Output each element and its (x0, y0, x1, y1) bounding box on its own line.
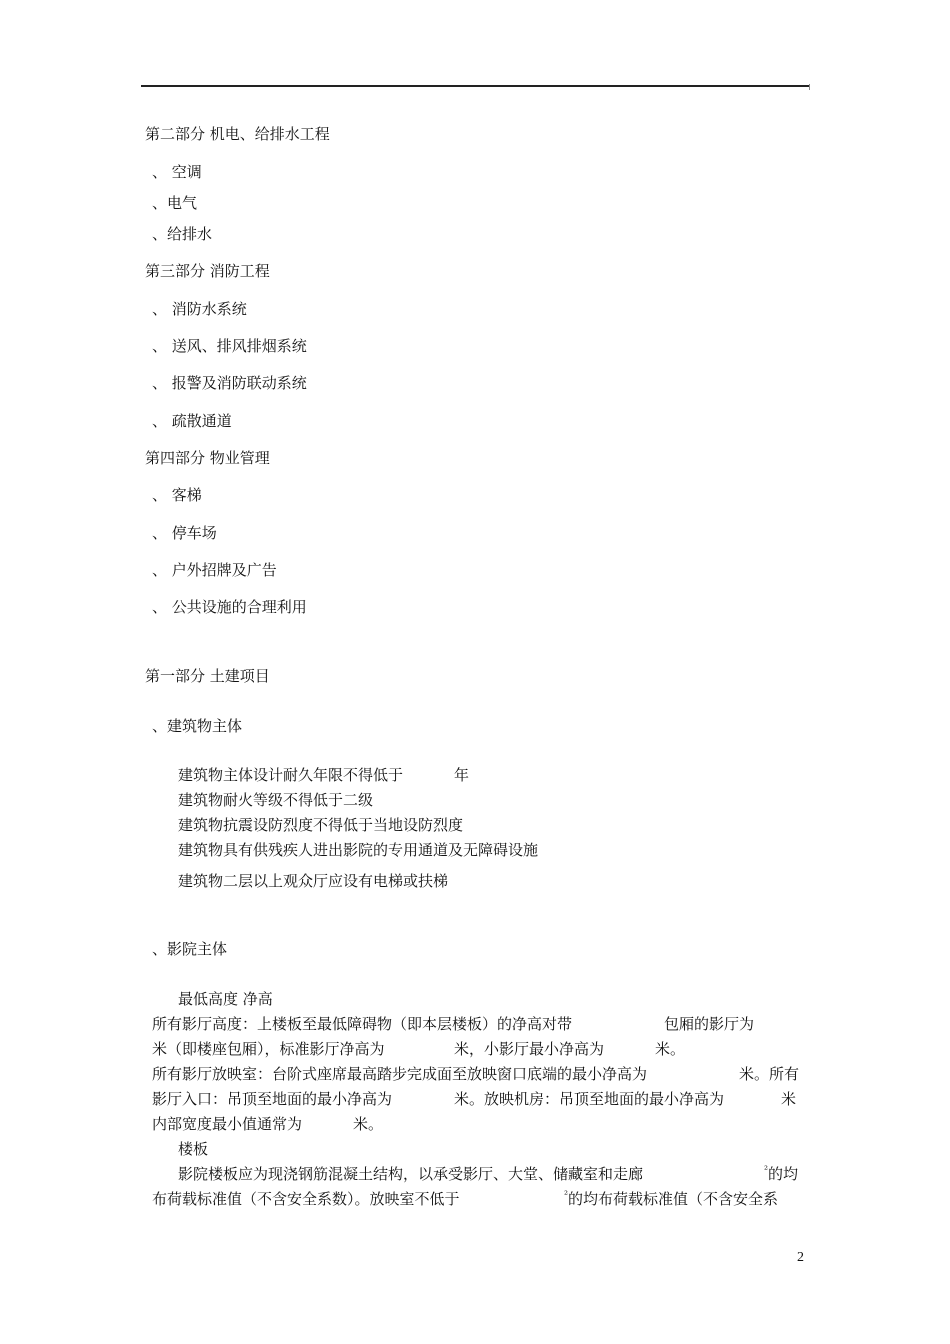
building-durability: 建筑物主体设计耐久年限不得低于 (178, 766, 404, 784)
entrance-height-text-c: 米 (781, 1090, 797, 1108)
part4-item-facilities: 、 公共设施的合理利用 (152, 598, 307, 616)
building-durability-unit: 年 (454, 766, 470, 784)
part1-sub2-title: 、影院主体 (152, 940, 228, 958)
hall-height-text-d: 米，小影厅最小净高为 (454, 1040, 605, 1058)
floor-load-text-e (564, 1190, 778, 1211)
hall-height-text-c: 米（即楼座包厢），标准影厅净高为 (152, 1040, 385, 1058)
part4-item-elevator: 、 客梯 (152, 486, 202, 504)
part3-item-fire-water: 、 消防水系统 (152, 300, 247, 318)
floor-load-text-a: 影院楼板应为现浇钢筋混凝土结构，以承受影厅、大堂、储藏室和走廊 (178, 1165, 644, 1183)
part4-heading: 第四部分 物业管理 (145, 449, 270, 467)
part2-heading: 第二部分 机电、给排水工程 (145, 125, 330, 143)
part3-item-alarm: 、 报警及消防联动系统 (152, 374, 307, 392)
page-number: 2 (797, 1250, 804, 1265)
part3-item-evacuation: 、 疏散通道 (152, 412, 232, 430)
floor-load-text-d: 布荷载标准值（不含安全系数）。放映室不低于 (152, 1190, 460, 1208)
booth-width-text-a: 内部宽度最小值通常为 (152, 1115, 303, 1133)
hall-height-text-b: 包厢的影厅为 (664, 1015, 755, 1033)
floor-load-text-b (764, 1165, 798, 1186)
part4-item-parking: 、 停车场 (152, 524, 217, 542)
building-seismic: 建筑物抗震设防烈度不得低于当地设防烈度 (178, 816, 464, 834)
part2-item-water: 、给排水 (152, 225, 213, 243)
min-height-title: 最低高度 净高 (178, 990, 273, 1008)
part1-heading: 第一部分 土建项目 (145, 667, 270, 685)
entrance-height-text-b: 米。放映机房：吊顶至地面的最小净高为 (454, 1090, 725, 1108)
part2-item-aircon: 、 空调 (152, 163, 202, 181)
part2-item-electric: 、电气 (152, 194, 198, 212)
part1-sub1-title: 、建筑物主体 (152, 717, 243, 735)
part4-item-signage: 、 户外招牌及广告 (152, 561, 277, 579)
header-rule (141, 85, 809, 87)
header-rule-tick (809, 84, 810, 90)
superscript-two: ² (764, 1165, 769, 1176)
part3-heading: 第三部分 消防工程 (145, 262, 270, 280)
entrance-height-text-a: 影厅入口：吊顶至地面的最小净高为 (152, 1090, 393, 1108)
projection-height-text-a: 所有影厅放映室：台阶式座席最高踏步完成面至放映窗口底端的最小净高为 (152, 1065, 648, 1083)
hall-height-text-a: 所有影厅高度：上楼板至最低障碍物（即本层楼板）的净高对带 (152, 1015, 573, 1033)
projection-height-text-b: 米。所有 (739, 1065, 800, 1083)
superscript-two: ² (564, 1190, 569, 1201)
floor-title: 楼板 (178, 1140, 209, 1158)
hall-height-text-e: 米。 (655, 1040, 686, 1058)
building-escalator: 建筑物二层以上观众厅应设有电梯或扶梯 (178, 872, 449, 890)
part3-item-ventilation: 、 送风、排风排烟系统 (152, 337, 307, 355)
building-accessibility: 建筑物具有供残疾人进出影院的专用通道及无障碍设施 (178, 841, 539, 859)
building-fire-rating: 建筑物耐火等级不得低于二级 (178, 791, 374, 809)
floor-load-text-c: 的均 (768, 1165, 799, 1183)
booth-width-text-b: 米。 (353, 1115, 384, 1133)
floor-load-text-f: 的均布荷载标准值（不含安全系 (568, 1190, 779, 1208)
